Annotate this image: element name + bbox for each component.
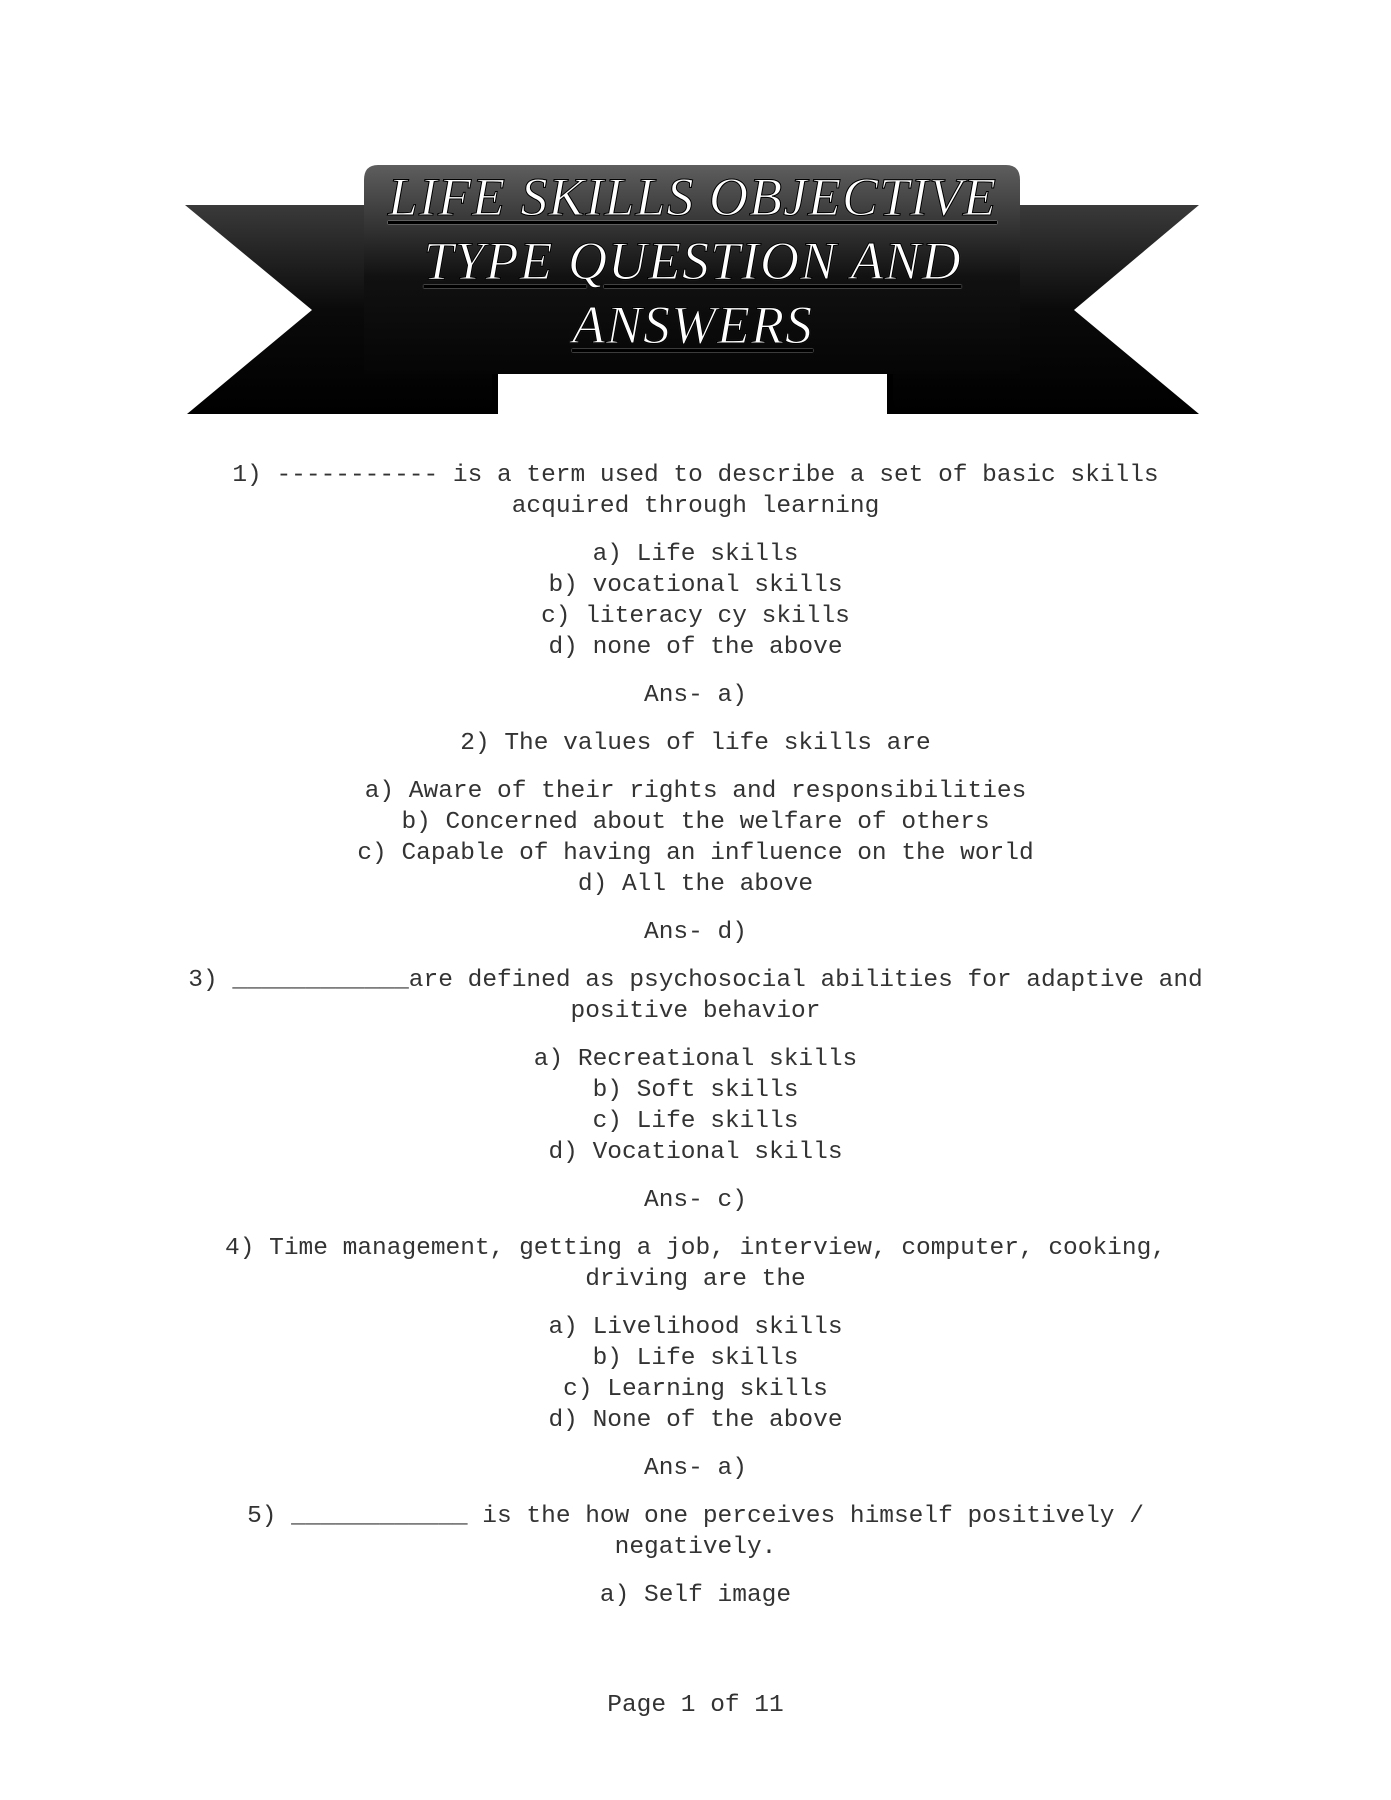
answer: Ans- c)	[644, 1187, 747, 1214]
page-number: Page 1 of 11	[607, 1692, 784, 1719]
option: b) vocational skills	[548, 572, 843, 599]
question-5	[0, 1501, 1391, 1611]
question-list	[0, 460, 1391, 1628]
question-text: 1) ----------- is a term used to describe a set of basic skills acquired through learning	[232, 462, 1159, 520]
title-line-2: TYPE QUESTION AND	[423, 231, 962, 291]
answer: Ans- a)	[644, 1455, 747, 1482]
question-text: 2) The values of life skills are	[460, 730, 931, 757]
option: c) literacy cy skills	[541, 603, 850, 630]
option: b) Concerned about the welfare of others	[401, 809, 990, 836]
question-text: 3) ____________are defined as psychosocial abilities for adaptive and positive behavior	[188, 967, 1203, 1025]
answer: Ans- a)	[644, 682, 747, 709]
option: a) Self image	[599, 1582, 792, 1609]
option: c) Learning skills	[563, 1376, 828, 1403]
option: d) None of the above	[548, 1407, 843, 1434]
options	[0, 1312, 1391, 1436]
question-text: 4) Time management, getting a job, interview, computer, cooking, driving are the	[225, 1235, 1166, 1293]
options	[0, 776, 1391, 900]
title-line-1: LIFE SKILLS OBJECTIVE	[388, 167, 997, 227]
option: c) Capable of having an influence on the world	[357, 840, 1034, 867]
option: a) Aware of their rights and responsibilities	[364, 778, 1027, 805]
page-title	[360, 165, 1025, 357]
options	[0, 1044, 1391, 1168]
option: b) Soft skills	[592, 1077, 799, 1104]
option: a) Life skills	[592, 541, 799, 568]
option: a) Livelihood skills	[548, 1314, 843, 1341]
question-1	[0, 460, 1391, 711]
option: c) Life skills	[592, 1108, 799, 1135]
question-2	[0, 728, 1391, 948]
question-4	[0, 1233, 1391, 1484]
answer: Ans- d)	[644, 919, 747, 946]
options	[0, 1580, 1391, 1611]
option: b) Life skills	[592, 1345, 799, 1372]
option: a) Recreational skills	[533, 1046, 858, 1073]
option: d) All the above	[577, 871, 814, 898]
option: d) none of the above	[548, 634, 843, 661]
title-line-3: ANSWERS	[572, 295, 813, 355]
question-3	[0, 965, 1391, 1216]
question-text: 5) ____________ is the how one perceives himself positively / negatively.	[247, 1503, 1144, 1561]
option: d) Vocational skills	[548, 1139, 843, 1166]
options	[0, 539, 1391, 663]
